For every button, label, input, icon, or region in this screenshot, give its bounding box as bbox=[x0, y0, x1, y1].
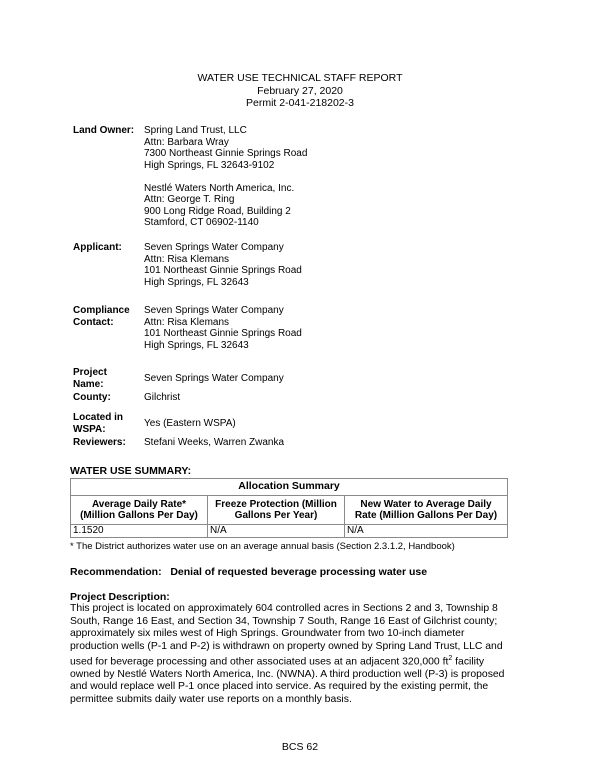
page-number: BCS 62 bbox=[281, 741, 319, 753]
compliance-value bbox=[144, 305, 524, 351]
summary-footnote: * The District authorizes water use on an average annual basis (Section 2.3.1.2, Handbook) bbox=[70, 541, 455, 552]
owner1-line: High Springs, FL 32643-9102 bbox=[144, 159, 275, 171]
owner2-line: 900 Long Ridge Road, Building 2 bbox=[144, 205, 291, 217]
owner1-line: Attn: Barbara Wray bbox=[144, 136, 229, 148]
permit-number: Permit 2-041-218202-3 bbox=[246, 97, 354, 109]
header-line: Freeze Protection (Million bbox=[215, 498, 337, 510]
allocation-summary-table bbox=[70, 478, 508, 538]
project-description-title: Project Description: bbox=[70, 591, 170, 603]
reviewers-label: Reviewers: bbox=[73, 437, 126, 448]
applicant-line: High Springs, FL 32643 bbox=[144, 276, 249, 288]
reviewers-value: Stefani Weeks, Warren Zwanka bbox=[144, 437, 285, 448]
compliance-line: 101 Northeast Ginnie Springs Road bbox=[144, 328, 302, 339]
description-line: owned by Nestlé Waters North America, Inc. (NWNA). A third production well (P-3) is proposed bbox=[70, 668, 505, 680]
water-use-summary-title: WATER USE SUMMARY: bbox=[70, 465, 192, 477]
description-line: South, Range 16 East, and Section 34, Township 7 South, Range 16 East of Gilchrist county; bbox=[70, 615, 498, 627]
land-owner-value bbox=[144, 125, 524, 229]
wspa-label bbox=[73, 412, 139, 435]
project-label-line: Project bbox=[73, 367, 107, 378]
description-line-tail: facility bbox=[452, 656, 485, 668]
county-value: Gilchrist bbox=[144, 392, 181, 403]
report-header bbox=[0, 72, 600, 110]
table-cell: N/A bbox=[345, 525, 508, 538]
description-line: and would replace well P-1 once placed into service. As required by the existing permit, the bbox=[70, 681, 489, 693]
owner1-line: 7300 Northeast Ginnie Springs Road bbox=[144, 148, 308, 159]
applicant-label: Applicant: bbox=[73, 242, 122, 253]
header-line: (Million Gallons Per Day) bbox=[80, 510, 198, 521]
superscript: 2 bbox=[448, 655, 453, 662]
owner2-line: Attn: George T. Ring bbox=[144, 194, 235, 205]
recommendation: Recommendation: Denial of requested beverage processing water use bbox=[70, 566, 428, 578]
applicant-line: Seven Springs Water Company bbox=[144, 242, 284, 253]
column-header-new-water bbox=[345, 496, 508, 525]
owner2-line: Nestlé Waters North America, Inc. bbox=[144, 182, 295, 194]
description-line: approximately six miles west of High Springs. Groundwater from two 10-inch diameter bbox=[70, 628, 465, 639]
report-title: WATER USE TECHNICAL STAFF REPORT bbox=[197, 72, 403, 84]
project-name-label bbox=[73, 367, 139, 390]
compliance-label-line: Contact: bbox=[73, 316, 114, 328]
project-name-value: Seven Springs Water Company bbox=[144, 373, 284, 384]
description-line bbox=[70, 653, 530, 669]
compliance-label-line: Compliance bbox=[73, 305, 130, 316]
applicant-line: 101 Northeast Ginnie Springs Road bbox=[144, 265, 302, 276]
table-cell: 1.1520 bbox=[71, 525, 208, 538]
land-owner-label: Land Owner: bbox=[73, 125, 135, 136]
wspa-value: Yes (Eastern WSPA) bbox=[144, 418, 236, 429]
report-date: February 27, 2020 bbox=[257, 84, 343, 97]
header-line: Gallons Per Year) bbox=[234, 510, 318, 521]
description-line: permittee submits daily water use reports on a monthly basis. bbox=[70, 693, 352, 705]
owner1-line: Spring Land Trust, LLC bbox=[144, 125, 247, 136]
table-row bbox=[71, 525, 508, 538]
applicant-value bbox=[144, 242, 524, 288]
wspa-label-line: WSPA: bbox=[73, 423, 106, 435]
allocation-summary-heading: Allocation Summary bbox=[71, 479, 508, 496]
column-header-average-daily-rate bbox=[71, 496, 208, 525]
header-line: New Water to Average Daily bbox=[360, 498, 492, 510]
table-cell: N/A bbox=[208, 525, 345, 538]
compliance-line: High Springs, FL 32643 bbox=[144, 339, 249, 351]
compliance-label bbox=[73, 305, 139, 328]
header-line: Average Daily Rate* bbox=[91, 498, 187, 510]
description-line: production wells (P-1 and P-2) is withdrawn on property owned by Spring Land Trust, LLC and bbox=[70, 640, 503, 652]
header-line: Rate (Million Gallons Per Day) bbox=[354, 510, 498, 521]
project-description-body bbox=[70, 603, 530, 706]
description-line-text: used for beverage processing and other associated uses at an adjacent 320,000 ft bbox=[70, 656, 449, 668]
applicant-line: Attn: Risa Klemans bbox=[144, 253, 230, 265]
owner2-line: Stamford, CT 06902-1140 bbox=[144, 217, 259, 228]
compliance-line: Seven Springs Water Company bbox=[144, 305, 284, 316]
compliance-line: Attn: Risa Klemans bbox=[144, 316, 230, 328]
project-label-line: Name: bbox=[73, 378, 104, 390]
county-label: County: bbox=[73, 392, 111, 403]
column-header-freeze-protection bbox=[208, 496, 345, 525]
wspa-label-line: Located in bbox=[73, 412, 124, 423]
description-line: This project is located on approximately 604 controlled acres in Sections 2 and 3, Township 8 bbox=[70, 603, 498, 614]
